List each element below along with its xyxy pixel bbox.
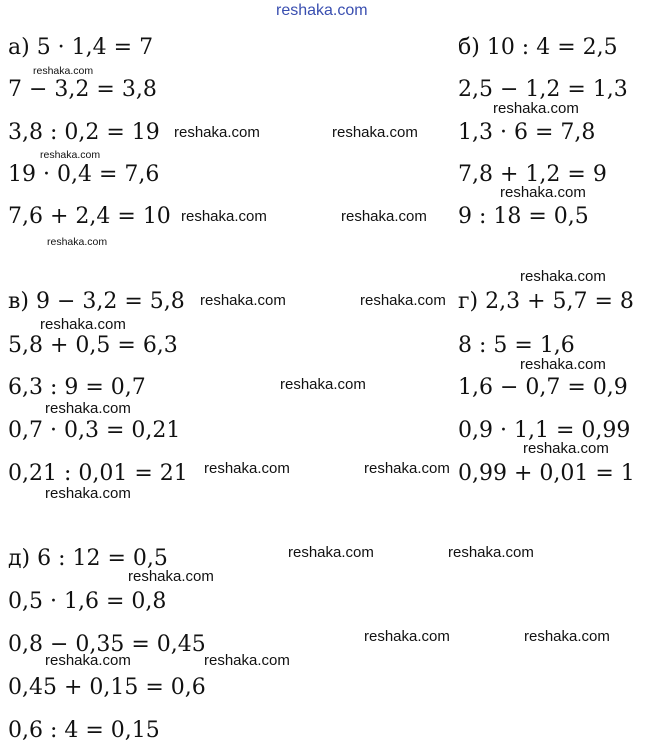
problem-d-line-3: 0,8 − 0,35 = 0,45 bbox=[8, 632, 206, 657]
problem-g-line-5: 0,99 + 0,01 = 1 bbox=[458, 461, 635, 486]
watermark: reshaka.com bbox=[128, 568, 214, 585]
problem-v-line-5: 0,21 : 0,01 = 21 bbox=[8, 461, 188, 486]
watermark: reshaka.com bbox=[204, 460, 290, 477]
watermark: reshaka.com bbox=[33, 65, 94, 77]
problem-b-line-2: 2,5 − 1,2 = 1,3 bbox=[458, 77, 628, 102]
watermark: reshaka.com bbox=[524, 628, 610, 645]
watermark: reshaka.com bbox=[204, 652, 290, 669]
watermark: reshaka.com bbox=[45, 652, 131, 669]
problem-d-line-4: 0,45 + 0,15 = 0,6 bbox=[8, 675, 206, 700]
problem-b-line-5: 9 : 18 = 0,5 bbox=[458, 204, 589, 229]
watermark: reshaka.com bbox=[364, 628, 450, 645]
problem-b-line-4: 7,8 + 1,2 = 9 bbox=[458, 162, 607, 187]
watermark: reshaka.com bbox=[523, 440, 609, 457]
problem-b-line-1: б) 10 : 4 = 2,5 bbox=[458, 35, 618, 60]
problem-a-line-4: 19 · 0,4 = 7,6 bbox=[8, 162, 160, 187]
watermark: reshaka.com bbox=[493, 100, 579, 117]
watermark: reshaka.com bbox=[174, 124, 260, 141]
watermark: reshaka.com bbox=[500, 184, 586, 201]
problem-d-line-1: д) 6 : 12 = 0,5 bbox=[8, 546, 168, 571]
problem-v-line-2: 5,8 + 0,5 = 6,3 bbox=[8, 333, 178, 358]
watermark: reshaka.com bbox=[360, 292, 446, 309]
problem-d-line-2: 0,5 · 1,6 = 0,8 bbox=[8, 589, 167, 614]
problem-a-line-1: а) 5 · 1,4 = 7 bbox=[8, 35, 154, 60]
problem-v-line-1: в) 9 − 3,2 = 5,8 bbox=[8, 289, 185, 314]
problem-g-line-3: 1,6 − 0,7 = 0,9 bbox=[458, 375, 628, 400]
watermark: reshaka.com bbox=[47, 236, 108, 248]
problem-g-line-4: 0,9 · 1,1 = 0,99 bbox=[458, 418, 631, 443]
watermark: reshaka.com bbox=[520, 356, 606, 373]
watermark: reshaka.com bbox=[448, 544, 534, 561]
problem-d-line-5: 0,6 : 4 = 0,15 bbox=[8, 718, 160, 743]
problem-a-line-3: 3,8 : 0,2 = 19 bbox=[8, 120, 160, 145]
watermark: reshaka.com bbox=[200, 292, 286, 309]
watermark: reshaka.com bbox=[280, 376, 366, 393]
problem-g-line-2: 8 : 5 = 1,6 bbox=[458, 333, 575, 358]
watermark: reshaka.com bbox=[520, 268, 606, 285]
watermark: reshaka.com bbox=[364, 460, 450, 477]
watermark: reshaka.com bbox=[45, 485, 131, 502]
problem-a-line-5: 7,6 + 2,4 = 10 bbox=[8, 204, 171, 229]
problem-a-line-2: 7 − 3,2 = 3,8 bbox=[8, 77, 157, 102]
problem-v-line-3: 6,3 : 9 = 0,7 bbox=[8, 375, 146, 400]
problem-g-line-1: г) 2,3 + 5,7 = 8 bbox=[458, 289, 634, 314]
watermark: reshaka.com bbox=[288, 544, 374, 561]
watermark: reshaka.com bbox=[341, 208, 427, 225]
watermark: reshaka.com bbox=[332, 124, 418, 141]
watermark: reshaka.com bbox=[40, 149, 101, 161]
problem-v-line-4: 0,7 · 0,3 = 0,21 bbox=[8, 418, 181, 443]
problem-b-line-3: 1,3 · 6 = 7,8 bbox=[458, 120, 596, 145]
watermark: reshaka.com bbox=[40, 316, 126, 333]
watermark: reshaka.com bbox=[181, 208, 267, 225]
watermark-header: reshaka.com bbox=[276, 2, 368, 19]
watermark: reshaka.com bbox=[45, 400, 131, 417]
